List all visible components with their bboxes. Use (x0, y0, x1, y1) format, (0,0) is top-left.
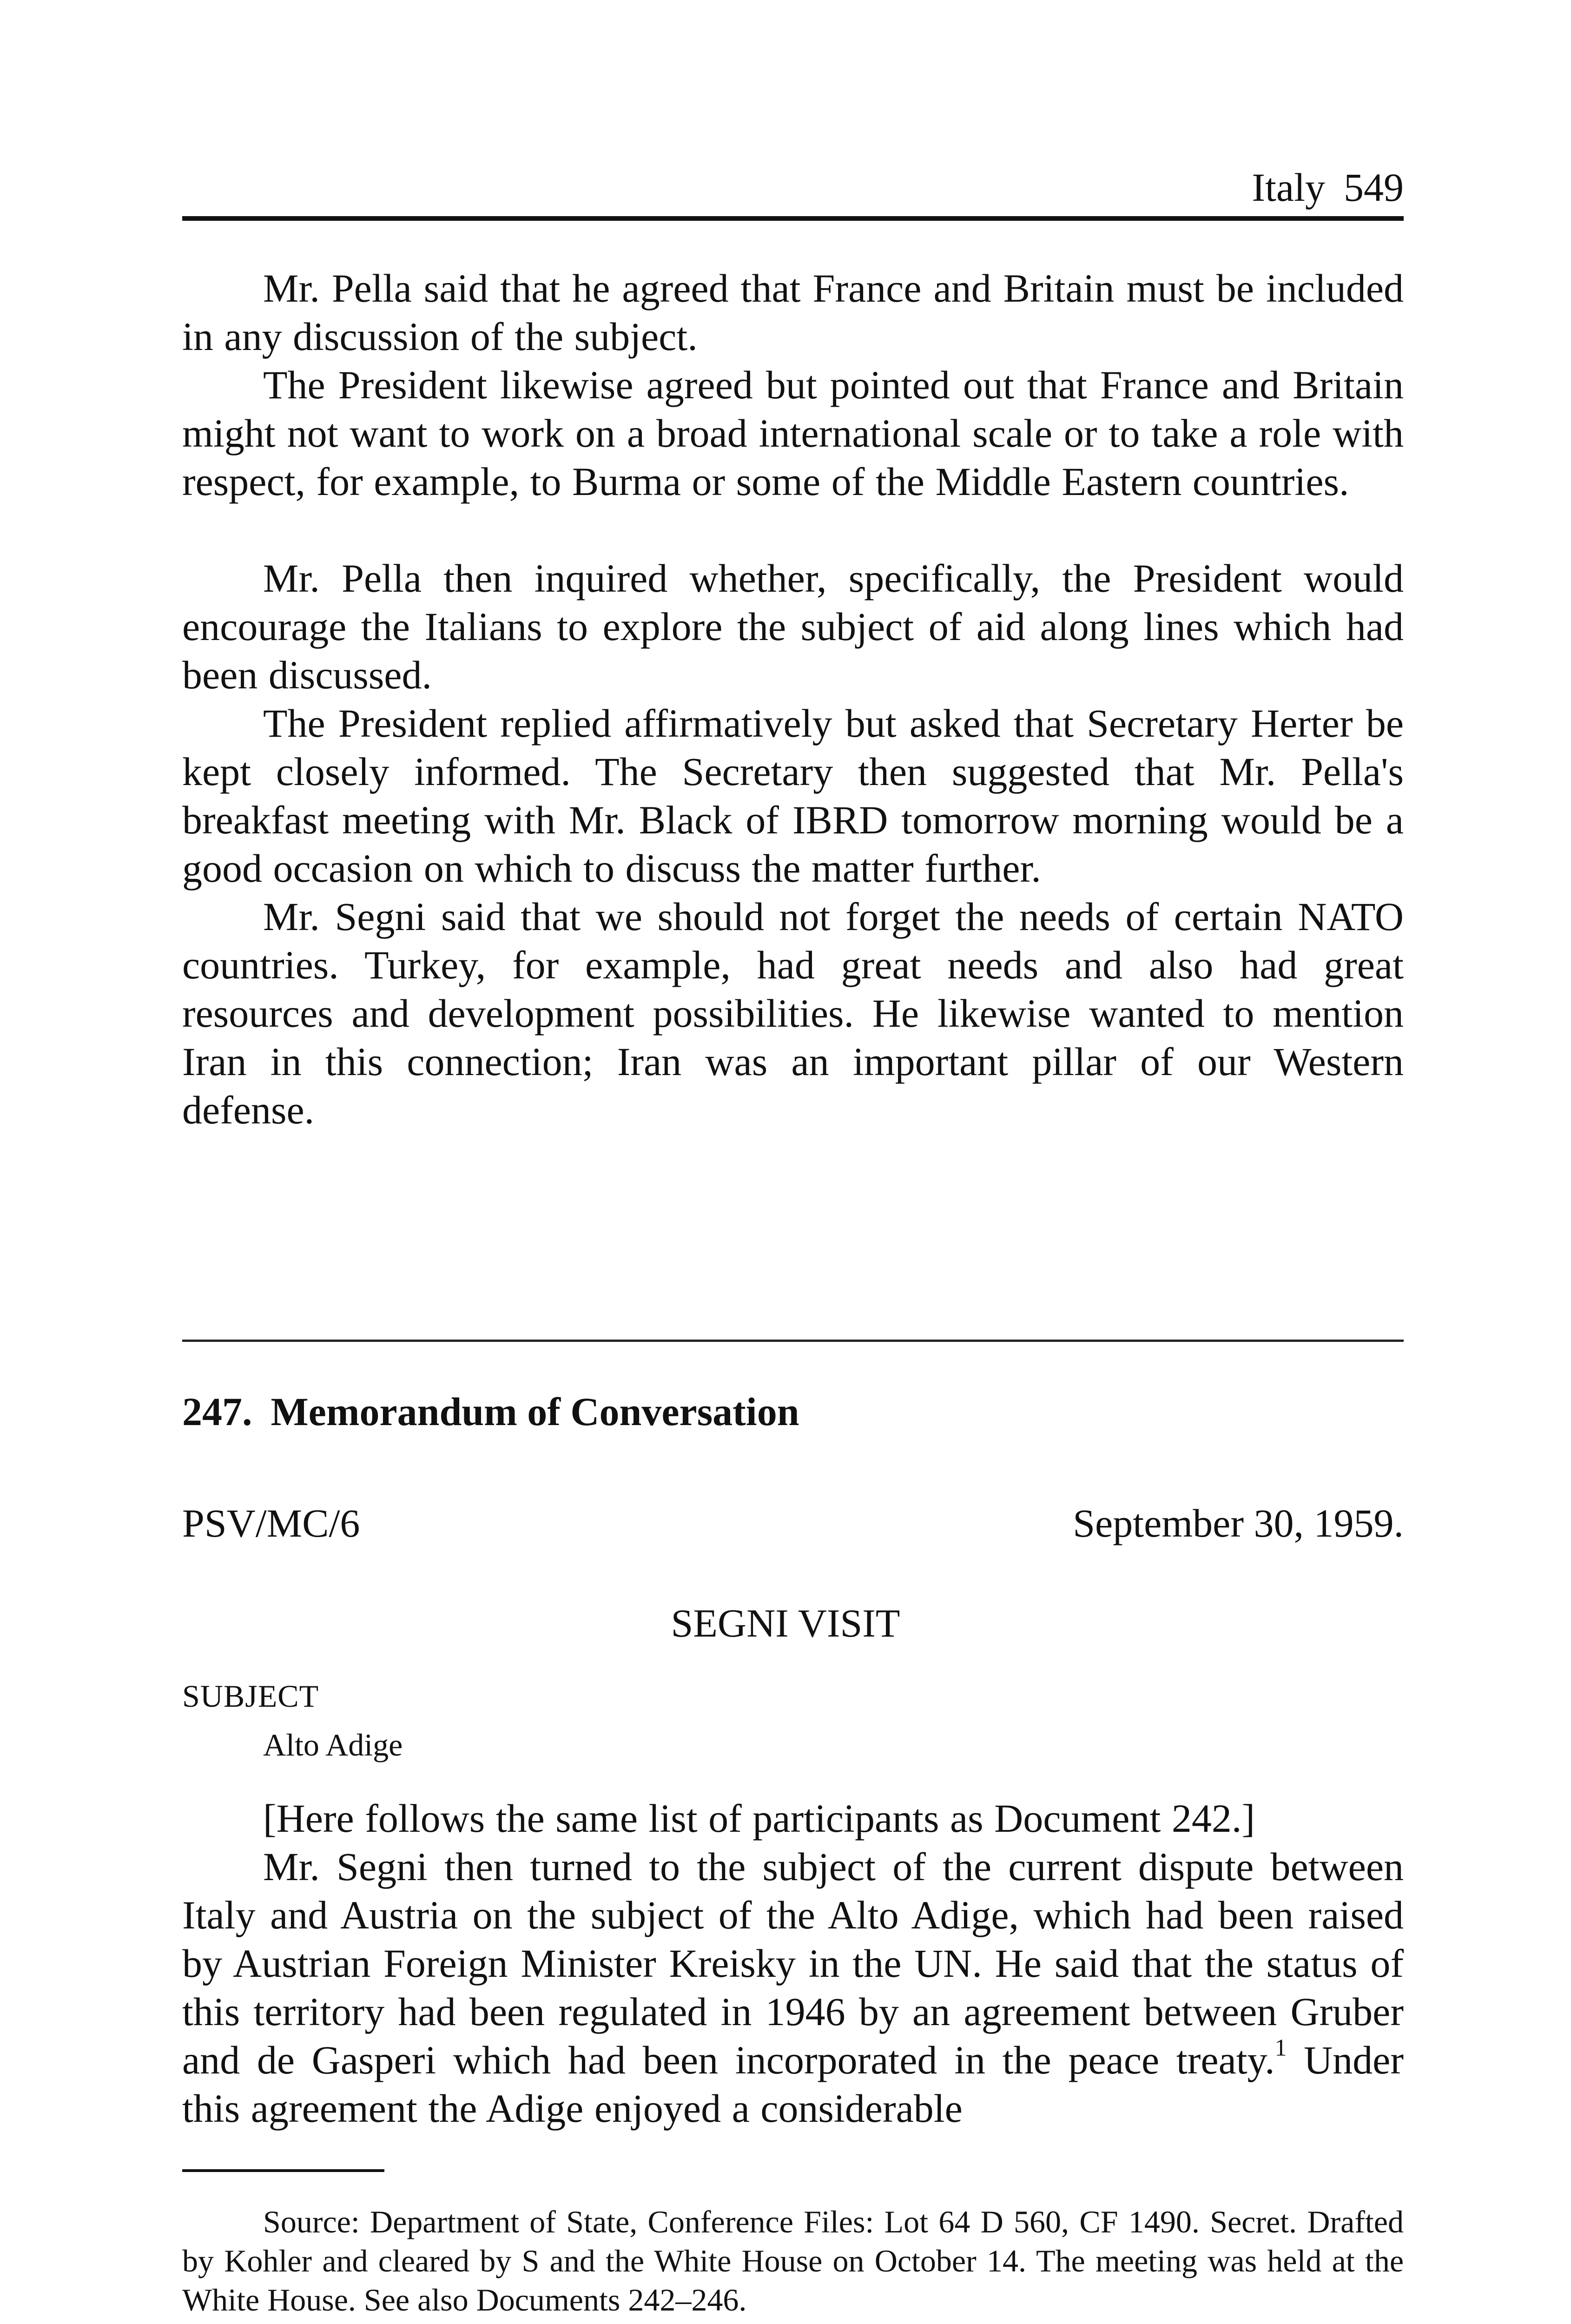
paragraph-president-replied: The President replied affirmatively but asked that Secretary Herter be kept closely informed. The Secretary then suggested that Mr. Pella's breakfast meeting with Mr. Black of IBRD tomorrow morning would be a good occasion on which to discuss the matter further. (182, 701, 1404, 891)
subject-label: SUBJECT (182, 1678, 319, 1714)
document-id: PSV/MC/6 (182, 1501, 360, 1545)
document-date: September 30, 1959. (1073, 1501, 1404, 1545)
document-heading (182, 1387, 799, 1436)
footnote-ref-1[interactable]: 1 (1274, 2034, 1287, 2061)
running-head-section: Italy (1252, 165, 1325, 210)
running-head (182, 156, 1404, 221)
section-divider (182, 1340, 1404, 1342)
paragraph-segni-nato: Mr. Segni said that we should not forget the needs of certain NATO countries. Turkey, for example, had great needs and also had great resources and development possibilities. He likewise wanted to mention Iran in this connection; Iran was an important pillar of our Western defense. (182, 894, 1404, 1132)
paragraph-segni-alto-adige (182, 1842, 1404, 2133)
body-text-before-ref: Mr. Segni then turned to the subject of the current dispute between Italy and Austria on the subject of the Alto Adige, which had been raised by Austrian Foreign Minister Kreisky in the UN. He said that the status of this territory had been regulated in 1946 by an agreement between Gruber and de Gasperi which had been incorporated in the peace treaty. (182, 1844, 1404, 2082)
running-head-text (1252, 164, 1404, 211)
document-visit: SEGNI VISIT (671, 1601, 900, 1645)
body-text-after-ref: Under this agreement the Adige enjoyed a considerable (182, 2038, 1404, 2131)
subject-value: Alto Adige (263, 1727, 403, 1763)
document-title: Memorandum of Conversation (271, 1389, 799, 1434)
document-number: 247. (182, 1389, 252, 1434)
page-number: 549 (1344, 165, 1404, 210)
paragraph-pella-inquired: Mr. Pella then inquired whether, specifically, the President would encourage the Italians to explore the subject of aid along lines which had been discussed. (182, 556, 1404, 697)
source-note: Source: Department of State, Conference Files: Lot 64 D 560, CF 1490. Secret. Drafted by Kohler and cleared by S and the White House on October 14. The meeting was held at the White House. See also Documents 242–246. (182, 2204, 1404, 2317)
paragraph-pella-agreed: Mr. Pella said that he agreed that France and Britain must be included in any discussion of the subject. (182, 266, 1404, 359)
participants-note: [Here follows the same list of participants as Document 242.] (263, 1796, 1255, 1841)
footnote-rule (182, 2169, 384, 2172)
paragraph-president-likewise: The President likewise agreed but pointed out that France and Britain might not want to work on a broad international scale or to take a role with respect, for example, to Burma or some of the Middle Eastern countries. (182, 363, 1404, 504)
